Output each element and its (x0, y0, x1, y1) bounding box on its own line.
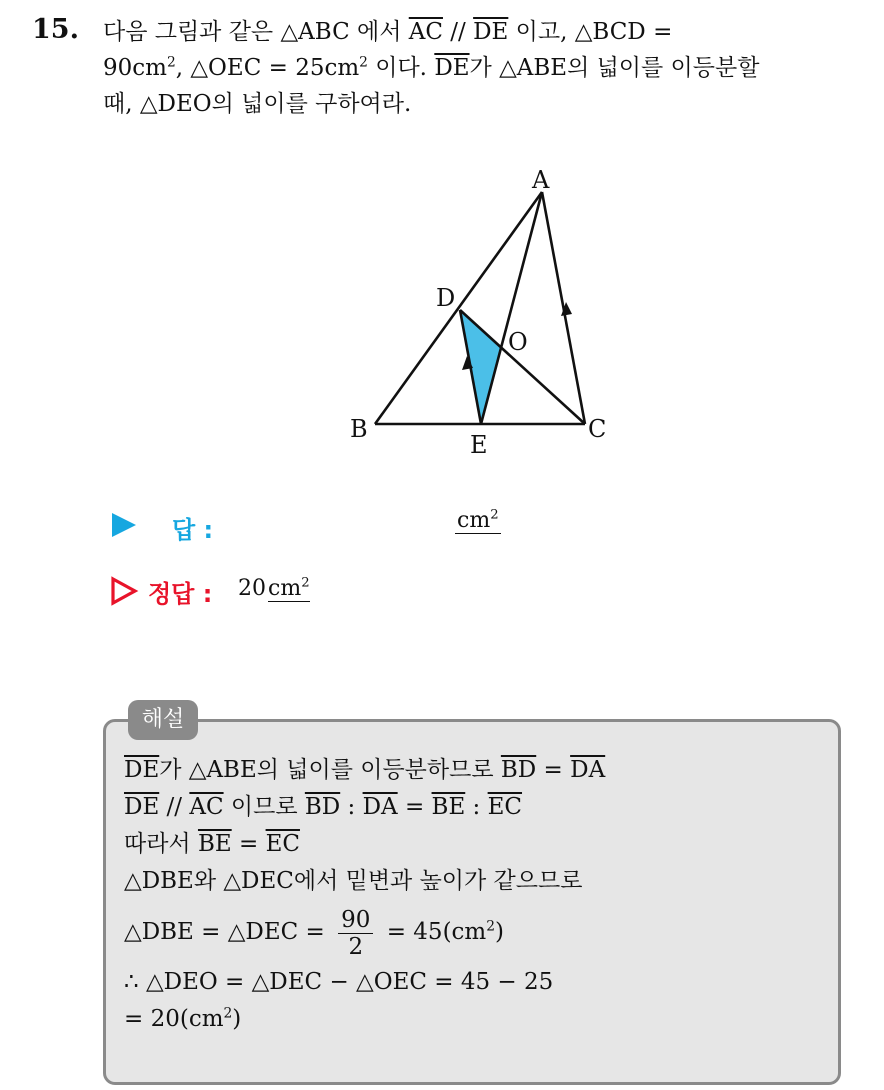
segment-ac: $\overline{AC}$ (408, 19, 443, 45)
s3-eq: = (231, 831, 266, 857)
solution-line-7 (124, 1001, 824, 1038)
s2-ec: $\overline{EC}$ (487, 794, 523, 820)
q-line1-b: 이고, △BCD = (508, 19, 673, 45)
s7-sq: 2 (223, 1005, 233, 1022)
s3-ec: $\overline{EC}$ (265, 831, 300, 857)
segment-ea (481, 192, 542, 424)
answer-blank[interactable] (455, 508, 501, 534)
s2-da: $\overline{DA}$ (362, 794, 398, 820)
s7-close: ) (232, 1006, 242, 1032)
s2-colon2: : (465, 794, 488, 820)
frac-den: 2 (348, 933, 364, 960)
solution-text (124, 752, 824, 1038)
s2-eq: = (397, 794, 432, 820)
label-o: O (508, 328, 528, 356)
segment-de-2: $\overline{DE}$ (434, 55, 470, 81)
answer-label: 답 : (172, 516, 214, 544)
s5-sq: 2 (486, 918, 496, 935)
s3-text: 따라서 (124, 831, 198, 857)
s2-bd: $\overline{BD}$ (304, 794, 341, 820)
s5-close: ) (495, 919, 504, 945)
label-b: B (350, 415, 368, 443)
solution-line-5 (124, 900, 824, 964)
q-line3: 때, △DEO의 넓이를 구하여라. (103, 91, 412, 117)
q-line2-b: , △OEC = 25cm (175, 55, 360, 81)
correct-unit-wrap (268, 576, 310, 602)
q-line2-a: 90cm (103, 55, 167, 81)
s1-bd: $\overline{BD}$ (500, 757, 537, 783)
q-line2-c: 이다. (367, 55, 435, 81)
s2-de: $\overline{DE}$ (124, 794, 160, 820)
correct-unit: cm (268, 576, 302, 601)
parallel-symbol: // (442, 19, 474, 45)
correct-label: 정답 : (148, 580, 213, 608)
triangle-figure (340, 160, 630, 465)
segment-ba (375, 192, 542, 424)
s1-text: 가 △ABE의 넓이를 이등분하므로 (159, 757, 501, 783)
solution-line-6: ∴ △DEO = △DEC − △OEC = 45 − 25 (124, 969, 554, 995)
segment-de: $\overline{DE}$ (473, 19, 509, 45)
q-sq1: 2 (166, 54, 176, 71)
play-icon (110, 508, 140, 542)
s5-rest: = 45(cm (379, 919, 487, 945)
label-c: C (588, 415, 607, 443)
correct-value (238, 576, 310, 601)
solution-tab: 해설 (128, 700, 198, 740)
s1-da: $\overline{DA}$ (570, 757, 606, 783)
s2-par: // (159, 794, 190, 820)
s1-de: $\overline{DE}$ (124, 757, 160, 783)
question-text (103, 14, 861, 122)
label-a: A (532, 166, 550, 194)
s1-eq: = (536, 757, 571, 783)
answer-sq: 2 (490, 507, 499, 523)
correct-sq: 2 (301, 575, 310, 591)
s2-be: $\overline{BE}$ (431, 794, 466, 820)
s2-text: 이므로 (223, 794, 305, 820)
s2-ac: $\overline{AC}$ (189, 794, 224, 820)
s5-text: △DBE = △DEC = (124, 919, 333, 945)
q-line2-d: 가 △ABE의 넓이를 이등분할 (469, 55, 760, 81)
s7-text: = 20(cm (124, 1006, 224, 1032)
solution-line-1 (124, 752, 824, 789)
q-line1-a: 다음 그림과 같은 △ABC 에서 (103, 19, 409, 45)
q-sq2: 2 (359, 54, 368, 71)
label-d: D (436, 284, 456, 312)
correct-number: 20 (238, 576, 266, 601)
label-e: E (470, 431, 488, 459)
fraction (338, 907, 373, 960)
s2-colon1: : (340, 794, 363, 820)
solution-line-3 (124, 826, 824, 863)
s3-be: $\overline{BE}$ (197, 831, 232, 857)
question-number: 15. (32, 14, 79, 45)
answer-unit: cm (457, 508, 491, 533)
solution-line-4: △DBE와 △DEC에서 밑변과 높이가 같으므로 (124, 868, 583, 894)
frac-num: 90 (338, 907, 373, 934)
outline-play-icon (110, 576, 140, 606)
solution-line-2 (124, 789, 824, 826)
